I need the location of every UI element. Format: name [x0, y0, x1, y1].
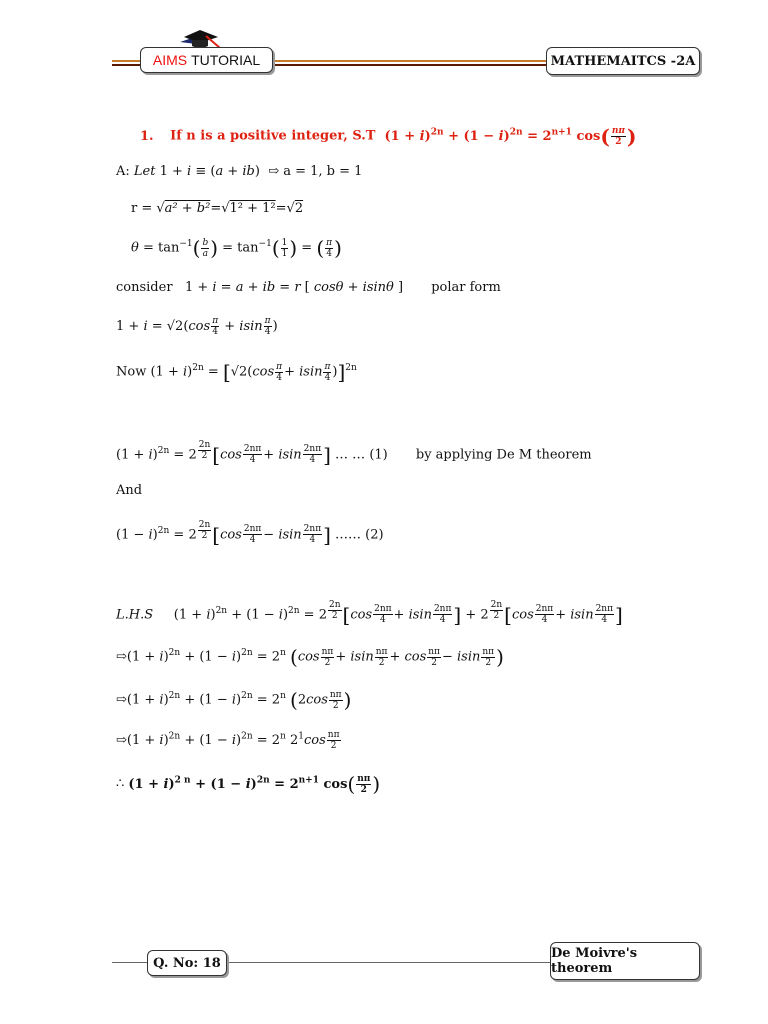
theta-line: $\theta = \tan^{-1}$( $\frac{b}{a}$ ) = $\tan^{-1}$( $\frac{1}{1}$ ) = ( $\frac{\pi}{4}$ ) — [131, 236, 342, 260]
logo-text: TUTORIAL — [191, 52, 261, 68]
subject-badge — [546, 47, 700, 75]
lhs-line: L.H.S $(1 + i)^{2n} + (1 - i)^{2n} = 2$ $^{\frac{2n}{2}}$ [cos $\frac{2n\pi}{4}$ + isin $\frac{2n\pi}{4}$ ] + 2 $^{\frac{2n}{2}}$ [cos $\frac{2n\pi}{4}$ + isin $\frac{2n\pi}{4}$ ] — [116, 600, 623, 627]
polar-line: 1 + i = √2(cos $\frac{\pi}{4}$ + isin $\frac{\pi}{4}$ ) — [116, 316, 278, 337]
step-2: ⇨(1 + $i)^{2n} + (1 - i)^{2n} = 2^n$ (2cos $\frac{n\pi}{2}$ ) — [116, 688, 352, 712]
subject-label: MATHEMAITCS -2A — [550, 53, 696, 69]
consider-line: consider 1 + i = a + ib = r [ cosθ + isinθ ] polar form — [116, 280, 501, 295]
question-number: 1. — [140, 128, 154, 144]
equation-1: $(1 + i)^{2n} = 2$ $^{\frac{2n}{2}}$ [cos $\frac{2n\pi}{4}$ + isin $\frac{2n\pi}{4}$ ] … … (1) by applying De M theorem — [116, 440, 592, 467]
conclusion-line: ∴ $(1 + i)^{2 n} + (1 - i)^{2n} = 2^{n+1}$ cos( $\frac{n\pi}{2}$ ) — [116, 772, 381, 796]
topic-badge — [550, 942, 700, 980]
let-line: A: Let 1 + i ≡ (a + ib) ⇨ a = 1, b = 1 — [116, 164, 363, 179]
question-line — [140, 124, 636, 148]
r-line: r = √a² + b²=√1² + 1²=√2 — [131, 201, 304, 216]
question-number-badge — [147, 950, 227, 976]
now-line: Now $(1 + i)^{2n} = [√2(\cos$ $\frac{\pi}{4}$ + isin $\frac{\pi}{4}$ )]$^{2n}$ — [116, 360, 357, 384]
logo-badge — [140, 47, 273, 73]
topic-label: De Moivre's theorem — [551, 946, 638, 976]
logo-accent: AIMS — [152, 52, 188, 68]
qno-label: Q. No: 18 — [153, 955, 221, 971]
step-3: ⇨(1 + $i)^{2n} + (1 - i)^{2n} = 2^n$ $2^1\cos$ $\frac{n\pi}{2}$ — [116, 730, 340, 751]
question-formula: $(1 + i)^{2n} + (1 - i)^{2n} = 2^{n+1}$ cos( $\frac{n\pi}{2}$ ) — [384, 124, 637, 148]
question-text: If n is a positive integer, S.T — [170, 128, 376, 144]
and-line: And — [116, 483, 143, 498]
equation-2: $(1 - i)^{2n} = 2$ $^{\frac{2n}{2}}$ [cos $\frac{2n\pi}{4}$ − isin $\frac{2n\pi}{4}$ ] …… (2) — [116, 520, 384, 547]
step-1: ⇨(1 + $i)^{2n} + (1 - i)^{2n} = 2^n$ (cos $\frac{n\pi}{2}$ + isin $\frac{n\pi}{2}$ + cos $\frac{n\pi}{2}$ − isin $\frac{n\pi}{2}$ ) — [116, 645, 504, 669]
